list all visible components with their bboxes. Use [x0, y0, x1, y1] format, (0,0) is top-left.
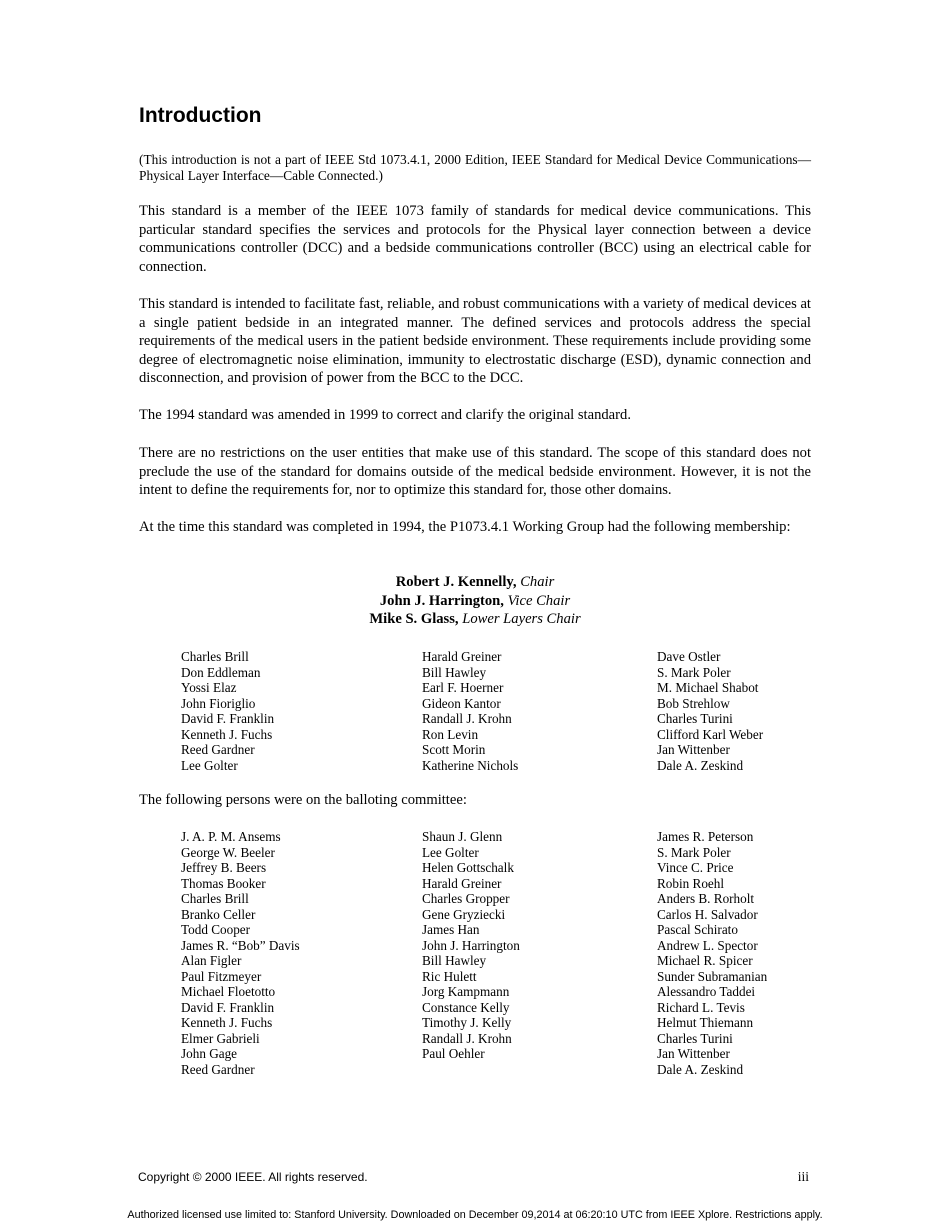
chair-role: Chair: [520, 574, 555, 590]
member-name: Gideon Kantor: [422, 695, 501, 711]
member-name: Timothy J. Kelly: [422, 1015, 512, 1030]
member-name: Shaun J. Glenn: [422, 829, 503, 844]
member-name: Harald Greiner: [422, 875, 502, 891]
member-name: M. Michael Shabot: [657, 680, 759, 695]
member-name: Ron Levin: [422, 726, 479, 742]
member-name: Paul Fitzmeyer: [181, 968, 262, 984]
member-name: Thomas Booker: [181, 875, 266, 891]
member-name: Pascal Schirato: [657, 922, 738, 937]
paragraph-3: The 1994 standard was amended in 1999 to correct and clarify the original standard.: [139, 407, 631, 423]
member-name: John J. Harrington: [422, 937, 520, 953]
member-name: John Gage: [181, 1046, 238, 1061]
member-name: Michael R. Spicer: [657, 953, 753, 968]
member-name: Paul Oehler: [422, 1046, 485, 1061]
member-name: Clifford Karl Weber: [657, 726, 764, 742]
member-name: Kenneth J. Fuchs: [181, 726, 273, 742]
member-name: Todd Cooper: [181, 922, 251, 937]
member-name: Helen Gottschalk: [422, 860, 514, 875]
working-group-column-2: [422, 649, 518, 773]
vice-chair-name: John J. Harrington,: [379, 592, 504, 609]
paragraph-1: This standard is a member of the IEEE 1073 family of standards for medical device communications. This particular standard specifies the services and protocols for the Physical layer connection between a device communications controller (DCC) and a bedside communications controller (BCC) using an electrical cable for connection.: [139, 203, 811, 275]
chairs-block: [139, 573, 811, 629]
member-name: Jeffrey B. Beers: [181, 860, 267, 875]
member-name: Bill Hawley: [422, 953, 487, 968]
balloting-column-3: [657, 829, 767, 1077]
member-name: Gene Gryziecki: [422, 906, 506, 922]
member-name: Don Eddleman: [181, 664, 261, 680]
member-name: Charles Gropper: [422, 891, 510, 906]
member-name: Dale A. Zeskind: [657, 1061, 744, 1077]
member-name: Kenneth J. Fuchs: [181, 1015, 273, 1030]
member-name: Anders B. Rorholt: [657, 891, 755, 906]
member-name: John Fioriglio: [181, 695, 256, 711]
member-name: Harald Greiner: [422, 649, 502, 664]
member-name: George W. Beeler: [181, 844, 275, 860]
member-name: Jorg Kampmann: [422, 984, 510, 999]
paragraph-2: This standard is intended to facilitate fast, reliable, and robust communications with a variety of medical devices at a single patient bedside in an integrated manner. The defined services and protocols address the special requirements of the medical users in the patient bedside environment. These requirements include providing some degree of electromagnetic noise elimination, immunity to electrostatic discharge (ESD), dynamic connection and disconnection, and provision of power from the BCC to the DCC.: [139, 296, 811, 387]
member-name: Sunder Subramanian: [657, 968, 768, 984]
member-name: Katherine Nichols: [422, 757, 519, 773]
member-name: Robin Roehl: [657, 875, 725, 891]
member-name: S. Mark Poler: [657, 664, 731, 680]
member-name: Alessandro Taddei: [657, 984, 756, 999]
member-name: Scott Morin: [422, 742, 486, 757]
member-name: Earl F. Hoerner: [422, 680, 504, 695]
member-name: Helmut Thiemann: [657, 1015, 754, 1030]
member-name: Reed Gardner: [181, 1061, 255, 1077]
copyright-notice: Copyright © 2000 IEEE. All rights reserved.: [138, 1170, 368, 1184]
member-name: James R. Peterson: [657, 829, 754, 844]
member-name: S. Mark Poler: [657, 844, 731, 860]
chair-line: [139, 573, 811, 592]
member-name: Jan Wittenber: [657, 742, 730, 757]
balloting-column-1: [181, 829, 300, 1077]
member-name: Reed Gardner: [181, 742, 255, 757]
member-name: Lee Golter: [422, 844, 479, 860]
member-name: Charles Turini: [657, 711, 733, 726]
member-name: Jan Wittenber: [657, 1046, 730, 1061]
member-name: Dale A. Zeskind: [657, 757, 744, 773]
member-name: Elmer Gabrieli: [181, 1030, 260, 1046]
vice-chair-line: [139, 592, 811, 611]
member-name: Charles Brill: [181, 649, 249, 664]
vice-chair-role: Vice Chair: [507, 592, 571, 609]
chair-name: Robert J. Kennelly,: [395, 574, 517, 590]
member-name: Alan Figler: [181, 953, 242, 968]
member-name: James Han: [422, 922, 480, 937]
member-name: Constance Kelly: [422, 999, 510, 1015]
member-name: Bill Hawley: [422, 664, 487, 680]
lower-layers-chair-role: Lower Layers Chair: [462, 611, 581, 628]
balloting-intro: The following persons were on the balloting committee:: [139, 792, 467, 808]
paragraph-5: At the time this standard was completed in 1994, the P1073.4.1 Working Group had the following membership:: [139, 519, 791, 535]
member-name: Yossi Elaz: [181, 680, 237, 695]
member-name: Randall J. Krohn: [422, 1030, 512, 1046]
page-number: iii: [797, 1169, 809, 1184]
member-name: Bob Strehlow: [657, 695, 730, 711]
member-name: Randall J. Krohn: [422, 711, 512, 726]
member-name: Ric Hulett: [422, 968, 477, 984]
member-name: James R. “Bob” Davis: [181, 937, 300, 953]
member-name: David F. Franklin: [181, 999, 275, 1015]
member-name: Charles Brill: [181, 891, 249, 906]
page-title: Introduction: [139, 104, 262, 127]
lower-layers-chair-line: [139, 610, 811, 629]
member-name: Richard L. Tevis: [657, 999, 745, 1015]
introduction-note: (This introduction is not a part of IEEE Std 1073.4.1, 2000 Edition, IEEE Standard for Medical Device Communications—Physical Layer Interface—Cable Connected.): [139, 152, 811, 183]
working-group-column-1: [181, 649, 274, 773]
member-name: J. A. P. M. Ansems: [181, 829, 281, 844]
member-name: Branko Celler: [181, 906, 256, 922]
member-name: Vince C. Price: [657, 860, 734, 875]
member-name: David F. Franklin: [181, 711, 275, 726]
balloting-column-2: [422, 829, 520, 1062]
paragraph-4: There are no restrictions on the user entities that make use of this standard. The scope of this standard does not preclude the use of the standard for domains outside of the medical bedside environment. However, it is not the intent to define the requirements for, nor to optimize this standard for, those other domains.: [139, 445, 811, 499]
license-notice: Authorized licensed use limited to: Stanford University. Downloaded on December 09,2014 at 06:20:10 UTC from IEEE Xplore. Restrictions apply.: [127, 1209, 823, 1221]
member-name: Michael Floetotto: [181, 984, 276, 999]
working-group-column-3: [657, 649, 763, 773]
member-name: Charles Turini: [657, 1030, 733, 1046]
lower-layers-chair-name: Mike S. Glass,: [369, 611, 459, 628]
member-name: Carlos H. Salvador: [657, 906, 758, 922]
member-name: Dave Ostler: [657, 649, 721, 664]
member-name: Andrew L. Spector: [657, 937, 758, 953]
member-name: Lee Golter: [181, 757, 238, 773]
